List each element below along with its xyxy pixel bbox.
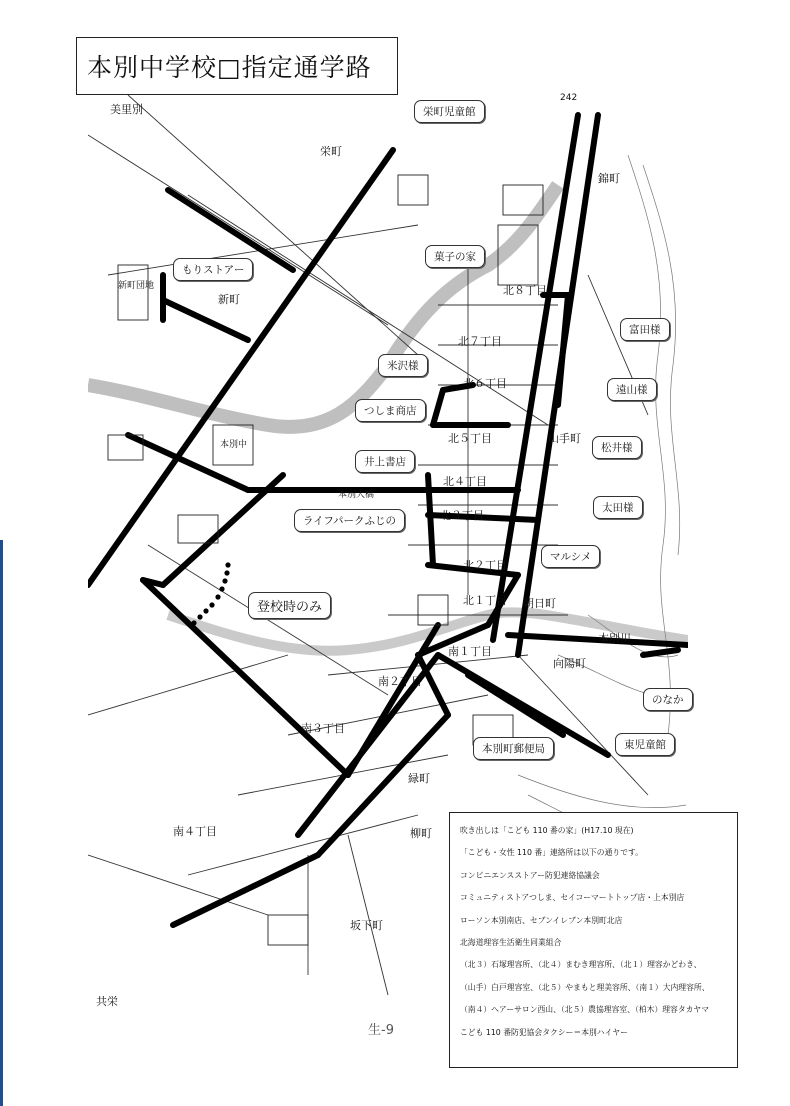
- label-honbetsu-chu: 本別中: [220, 440, 248, 450]
- callout-lifepark: ライフパークふじの: [294, 509, 405, 532]
- label-asahi: 朝日町: [523, 597, 556, 610]
- label-kita4: 北４丁目: [443, 475, 487, 488]
- label-route242: 242: [560, 93, 578, 103]
- callout-tsushima: つしま商店: [355, 399, 426, 422]
- notice-line: 北海道理容生活衛生同業組合: [460, 937, 562, 947]
- callout-toyama: 遠山様: [607, 378, 657, 401]
- label-yamate: 山手町: [548, 432, 581, 445]
- label-kita6: 北６丁目: [463, 377, 507, 390]
- label-kita3: 北３丁目: [440, 509, 484, 522]
- label-yanagi: 柳町: [410, 827, 432, 840]
- notice-line: （北３）石塚理容所、（北４）まむき理容所、（北１）理容かどわき、: [460, 960, 702, 970]
- label-kyoei: 共栄: [96, 995, 118, 1008]
- callout-inoue: 井上書店: [355, 450, 415, 473]
- callout-marushime: マルシメ: [541, 545, 600, 568]
- callout-kashi: 菓子の家: [425, 245, 485, 268]
- label-kita7: 北７丁目: [458, 335, 502, 348]
- title-box: [76, 37, 398, 95]
- page-number: 生-9: [368, 1023, 394, 1038]
- notice-box: [449, 812, 738, 1068]
- callout-sakae-jido: 栄町児童館: [414, 100, 485, 123]
- notice-line: こども 110 番防犯協会タクシー＝本別ハイヤー: [460, 1027, 628, 1037]
- label-kita8: 北８丁目: [503, 284, 547, 297]
- page-title: 本別中学校□指定通学路: [87, 53, 372, 82]
- notice-line: （山手）白戸理容室、（北５）やまもと理美容所、（南１）大内理容所、: [460, 982, 710, 992]
- callout-tokoji: 登校時のみ: [248, 592, 331, 619]
- label-kita2: 北２丁目: [463, 559, 507, 572]
- label-minami4: 南４丁目: [173, 825, 217, 838]
- label-kita1: 北１丁目: [463, 594, 507, 607]
- callout-ota: 太田様: [593, 496, 643, 519]
- notice-line: （南４）ヘアーサロン西山、（北５）農協理容室、（柏木）理容タカヤマ: [460, 1005, 710, 1015]
- callout-nonaka: のなか: [643, 688, 693, 711]
- label-sakae: 栄町: [320, 145, 342, 158]
- notice-line: ローソン本別南店、セブンイレブン本別町北店: [460, 915, 623, 925]
- dotted-route: [191, 562, 230, 625]
- callout-mori-store: もりストアー: [173, 258, 253, 281]
- callout-matsui: 松井様: [592, 436, 642, 459]
- label-minami3: 南３丁目: [301, 722, 345, 735]
- left-edge-strip: [0, 540, 3, 1106]
- label-sakashita: 坂下町: [350, 919, 383, 932]
- label-koyo: 向陽町: [553, 657, 586, 670]
- notice-line: コミュニティストアつしま、セイコーマートトップ店・上本別店: [460, 893, 685, 903]
- label-midori: 緑町: [408, 772, 430, 785]
- notice-line: 吹き出しは「こども 110 番の家」(H17.10 現在): [460, 826, 634, 835]
- label-kita5: 北５丁目: [448, 432, 492, 445]
- label-nishiki: 錦町: [598, 172, 620, 185]
- label-minami1: 南１丁目: [448, 645, 492, 658]
- callout-post: 本別町郵便局: [473, 737, 554, 760]
- label-shinmachi-danchi: 新町団地: [118, 281, 155, 291]
- callout-tomita: 富田様: [620, 318, 670, 341]
- notice-line: コンビニエンスストアー防犯連絡協議会: [460, 870, 600, 880]
- label-shinmachi: 新町: [218, 293, 240, 306]
- callout-yonezawa: 米沢様: [378, 354, 428, 377]
- label-minami2: 南２丁目: [378, 675, 422, 688]
- label-bibetsu-ohashi: 本別大橋: [338, 490, 375, 500]
- label-bibetsu: 美里別: [110, 103, 143, 116]
- label-bibetsu-river: 本別川: [598, 632, 631, 645]
- notice-line: 「こども・女性 110 番」連絡所は以下の通りです。: [460, 848, 643, 858]
- callout-higashi-jido: 東児童館: [615, 733, 675, 756]
